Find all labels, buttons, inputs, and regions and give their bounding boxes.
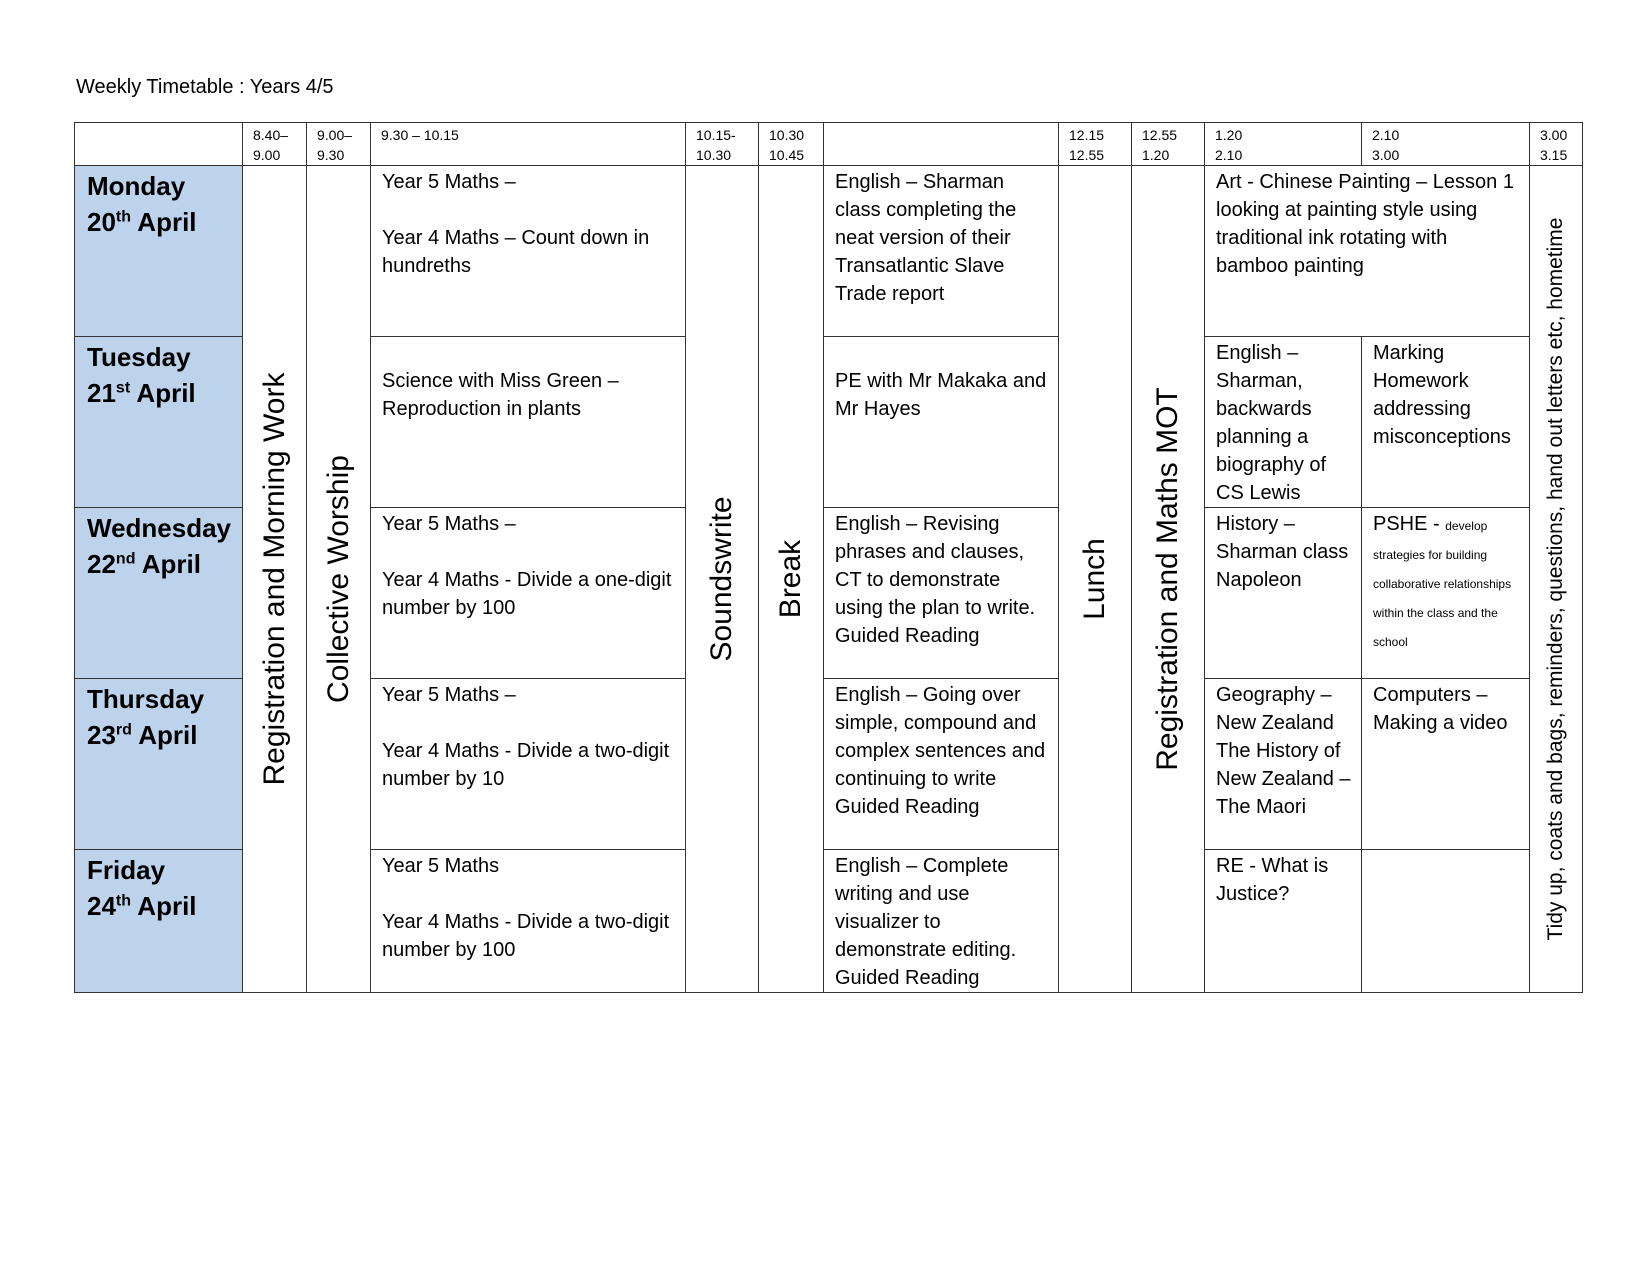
day-wednesday: Wednesday 22nd April: [75, 508, 243, 679]
time-9-00: 9.00– 9.30: [307, 123, 371, 166]
afternoon-tuesday-a: English – Sharman, backwards planning a biography of CS Lewis: [1205, 337, 1362, 508]
time-10-30: 10.30 10.45: [759, 123, 824, 166]
english-thursday: English – Going over simple, compound and complex sentences and continuing to write Guided Reading: [824, 679, 1059, 850]
afternoon-thursday-a: Geography – New Zealand The History of New Zealand – The Maori: [1205, 679, 1362, 850]
tidy-up-hometime: Tidy up, coats and bags, reminders, questions, hand out letters etc, hometime: [1530, 166, 1583, 993]
science-tuesday: Science with Miss Green – Reproduction in plants: [371, 337, 686, 508]
time-3-00: 3.00 3.15: [1530, 123, 1583, 166]
registration-morning-work: Registration and Morning Work: [243, 166, 307, 993]
time-10-15: 10.15- 10.30: [686, 123, 759, 166]
soundswrite: Soundswrite: [686, 166, 759, 993]
header-row: [75, 123, 1583, 166]
time-2-10: 2.10 3.00: [1362, 123, 1530, 166]
day-friday: Friday 24th April: [75, 850, 243, 993]
lunch: Lunch: [1059, 166, 1132, 993]
afternoon-thursday-b: Computers – Making a video: [1362, 679, 1530, 850]
time-9-30: 9.30 – 10.15: [371, 123, 686, 166]
day-tuesday: Tuesday 21st April: [75, 337, 243, 508]
maths-thursday: Year 5 Maths – Year 4 Maths - Divide a two-digit number by 10: [371, 679, 686, 850]
time-12-55: 12.55 1.20: [1132, 123, 1205, 166]
timetable: [74, 122, 1583, 993]
afternoon-tuesday-b: Marking Homework addressing misconceptions: [1362, 337, 1530, 508]
afternoon-friday-b: [1362, 850, 1530, 993]
time-8-40: 8.40– 9.00: [243, 123, 307, 166]
english-monday: English – Sharman class completing the neat version of their Transatlantic Slave Trade report: [824, 166, 1059, 337]
day-monday: Monday 20th April: [75, 166, 243, 337]
registration-maths-mot: Registration and Maths MOT: [1132, 166, 1205, 993]
pe-tuesday: PE with Mr Makaka and Mr Hayes: [824, 337, 1059, 508]
page-title: Weekly Timetable : Years 4/5: [76, 76, 334, 98]
afternoon-wednesday-b: PSHE - develop strategies for building collaborative relationships within the class and the school: [1362, 508, 1530, 679]
maths-wednesday: Year 5 Maths – Year 4 Maths - Divide a one-digit number by 100: [371, 508, 686, 679]
row-monday: [75, 166, 1583, 337]
afternoon-wednesday-a: History – Sharman class Napoleon: [1205, 508, 1362, 679]
collective-worship: Collective Worship: [307, 166, 371, 993]
maths-monday: Year 5 Maths – Year 4 Maths – Count down in hundreths: [371, 166, 686, 337]
time-1-20: 1.20 2.10: [1205, 123, 1362, 166]
day-thursday: Thursday 23rd April: [75, 679, 243, 850]
english-wednesday: English – Revising phrases and clauses, CT to demonstrate using the plan to write. Guided Reading: [824, 508, 1059, 679]
break: Break: [759, 166, 824, 993]
english-friday: English – Complete writing and use visualizer to demonstrate editing. Guided Reading: [824, 850, 1059, 993]
header-corner: [75, 123, 243, 166]
afternoon-friday-a: RE - What is Justice?: [1205, 850, 1362, 993]
maths-friday: Year 5 Maths Year 4 Maths - Divide a two-digit number by 100: [371, 850, 686, 993]
time-english-blank: [824, 123, 1059, 166]
afternoon-monday: Art - Chinese Painting – Lesson 1 looking at painting style using traditional ink rotating with bamboo painting: [1205, 166, 1530, 337]
time-12-15: 12.15 12.55: [1059, 123, 1132, 166]
